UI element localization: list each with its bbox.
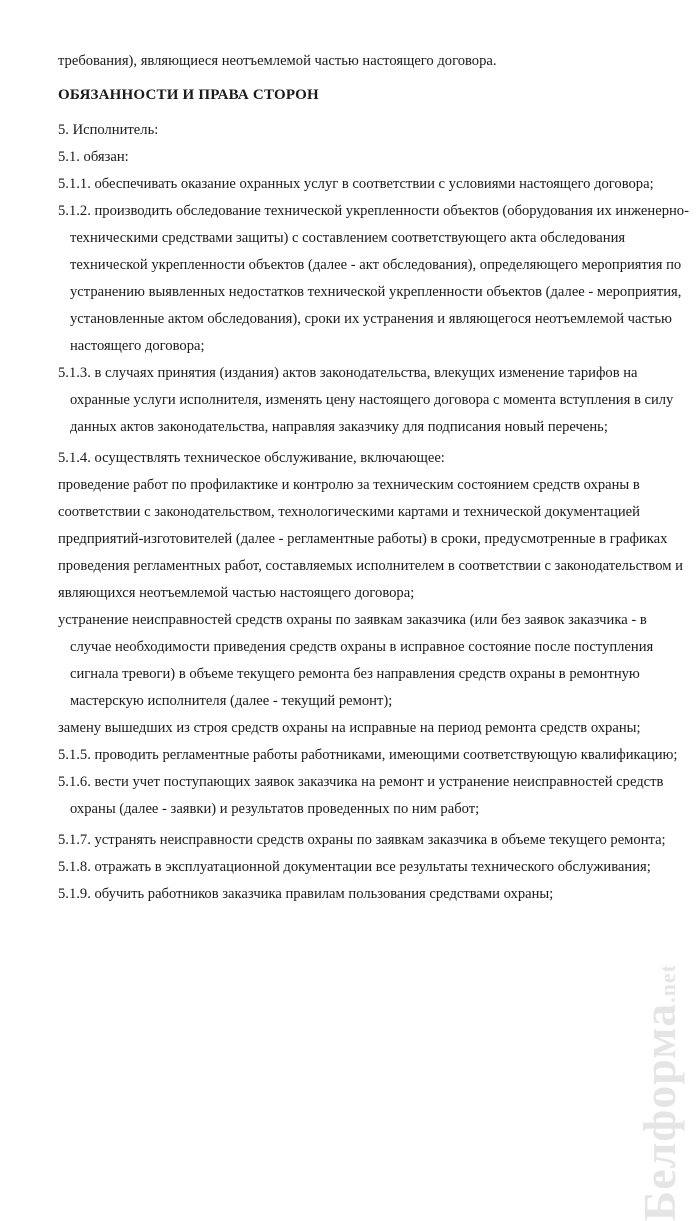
text-line: соответствии с законодательством, технологическими картами и технической документацией [58,504,640,520]
text-line: предприятий-изготовителей (далее - регламентные работы) в сроки, предусмотренные в графиках [58,531,668,547]
text-line: случае необходимости приведения средств охраны в исправное состояние после поступления [70,639,654,655]
text-line: данных актов законодательства, направляя заказчику для подписания новый перечень; [70,419,608,435]
text-line: 5.1.9. обучить работников заказчика правилам пользования средствами охраны; [58,886,554,902]
text-line: являющихся неотъемлемой частью настоящего договора; [58,585,415,601]
text-line: мастерскую исполнителя (далее - текущий ремонт); [70,693,393,709]
text-line: проведения регламентных работ, составляемых исполнителем в соответствии с законодательством и [58,558,683,574]
text-line: 5.1.5. проводить регламентные работы работниками, имеющими соответствующую квалификацию; [58,747,678,763]
text-line: устранению выявленных недостатков технической укрепленности объектов (далее - мероприятия, [70,284,682,300]
text-line: 5.1.1. обеспечивать оказание охранных услуг в соответствии с условиями настоящего договора; [58,176,654,192]
text-line: настоящего договора; [70,338,205,354]
text-line: 5.1.7. устранять неисправности средств охраны по заявкам заказчика в объеме текущего ремонта; [58,832,666,848]
text-line: охранные услуги исполнителя, изменять цену настоящего договора с момента вступления в силу [70,392,674,408]
text-line: 5.1.6. вести учет поступающих заявок заказчика на ремонт и устранение неисправностей средств [58,774,664,790]
text-line: технической укрепленности объектов (далее - акт обследования), определяющего мероприятия по [70,257,682,273]
text-line: 5.1.2. производить обследование технической укрепленности объектов (оборудования их инженерно- [58,203,689,219]
watermark-logo: Белформа.net [634,964,685,1221]
text-line: установленные актом обследования), сроки их устранения и являющегося неотъемлемой частью [70,311,672,327]
text-line: проведение работ по профилактике и контролю за техническим состоянием средств охраны в [58,477,640,493]
section-heading: ОБЯЗАННОСТИ И ПРАВА СТОРОН [58,87,319,103]
text-line: 5.1. обязан: [58,149,129,165]
text-line: 5.1.4. осуществлять техническое обслуживание, включающее: [58,450,445,466]
text-line: 5.1.3. в случаях принятия (издания) актов законодательства, влекущих изменение тарифов на [58,365,638,381]
text-line: сигнала тревоги) в объеме текущего ремонта без направления средств охраны в ремонтную [70,666,640,682]
text-line: техническими средствами защиты) с составлением соответствующего акта обследования [70,230,626,246]
text-line: требования), являющиеся неотъемлемой частью настоящего договора. [58,53,497,69]
text-line: 5.1.8. отражать в эксплуатационной документации все результаты технического обслуживания; [58,859,651,875]
text-line: охраны (далее - заявки) и результатов проведенных по ним работ; [70,801,480,817]
text-line: замену вышедших из строя средств охраны на исправные на период ремонта средств охраны; [58,720,641,736]
text-line: 5. Исполнитель: [58,122,159,138]
text-line: устранение неисправностей средств охраны по заявкам заказчика (или без заявок заказчика - в [58,612,647,628]
